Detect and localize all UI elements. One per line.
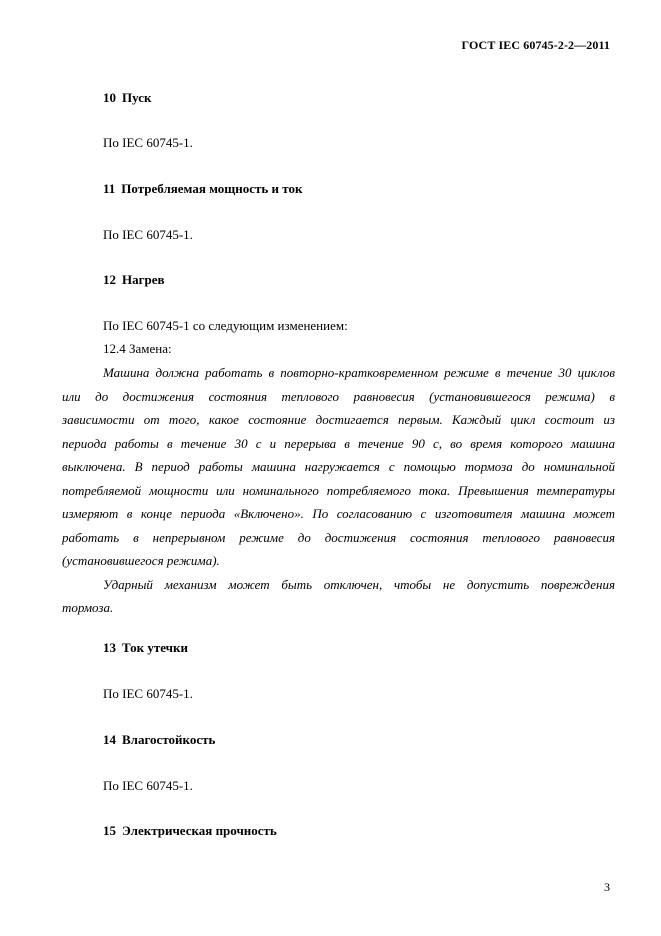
text-line: потребляемой мощности или номинального потребляемого тока. Превышения температуры [62, 482, 615, 498]
text-line: зависимости от того, какое состояние достигается первым. Каждый цикл состоит из [62, 412, 615, 427]
text-line: Машина должна работать в повторно-кратковременном режиме в течение 30 циклов [103, 365, 615, 380]
page-number: 3 [604, 880, 610, 894]
section-number: 11 [103, 181, 116, 196]
text-line: периода работы в течение 30 с и перерыва в течение 90 с, во время которого машина [62, 435, 615, 451]
section-title: Нагрев [122, 272, 165, 287]
section-11-text: По IEC 60745-1. [103, 227, 193, 242]
section-title: Влагостойкость [122, 732, 216, 747]
section-title: Ток утечки [122, 640, 188, 655]
text-line: или до достижения состояния теплового равновесия (установившегося режима) в [62, 388, 615, 404]
text-line: тормоза. [62, 600, 114, 615]
section-title: Пуск [122, 90, 152, 105]
section-number: 14 [103, 732, 116, 747]
section-11-heading [103, 181, 302, 197]
replacement-paragraph-1 [62, 361, 615, 620]
section-12-heading [103, 272, 165, 288]
section-13-heading [103, 640, 188, 656]
section-10-heading [103, 90, 151, 106]
section-title: Электрическая прочность [122, 823, 277, 838]
text-line: (установившегося режима). [62, 553, 220, 568]
section-number: 13 [103, 640, 116, 655]
section-12-subclause: 12.4 Замена: [103, 341, 172, 356]
section-number: 10 [103, 90, 116, 105]
text-line: Ударный механизм может быть отключен, чтобы не допустить повреждения [103, 576, 615, 592]
section-14-heading [103, 732, 215, 748]
section-12-text: По IEC 60745-1 со следующим изменением: [103, 318, 348, 333]
section-13-text: По IEC 60745-1. [103, 686, 193, 701]
document-header: ГОСТ IEC 60745-2-2—2011 [461, 38, 610, 52]
section-number: 15 [103, 823, 116, 838]
text-line: работать в непрерывном режиме до достижения состояния теплового равновесия [62, 529, 615, 545]
text-line: измеряют в конце периода «Включено». По согласованию с изготовителя машина может [62, 506, 615, 521]
section-title: Потребляемая мощность и ток [121, 181, 303, 196]
text-line: выключена. В период работы машина нагружается с помощью тормоза до номинальной [62, 459, 615, 474]
section-number: 12 [103, 272, 116, 287]
section-10-text: По IEC 60745-1. [103, 135, 193, 150]
section-15-heading [103, 823, 277, 839]
section-14-text: По IEC 60745-1. [103, 778, 193, 793]
